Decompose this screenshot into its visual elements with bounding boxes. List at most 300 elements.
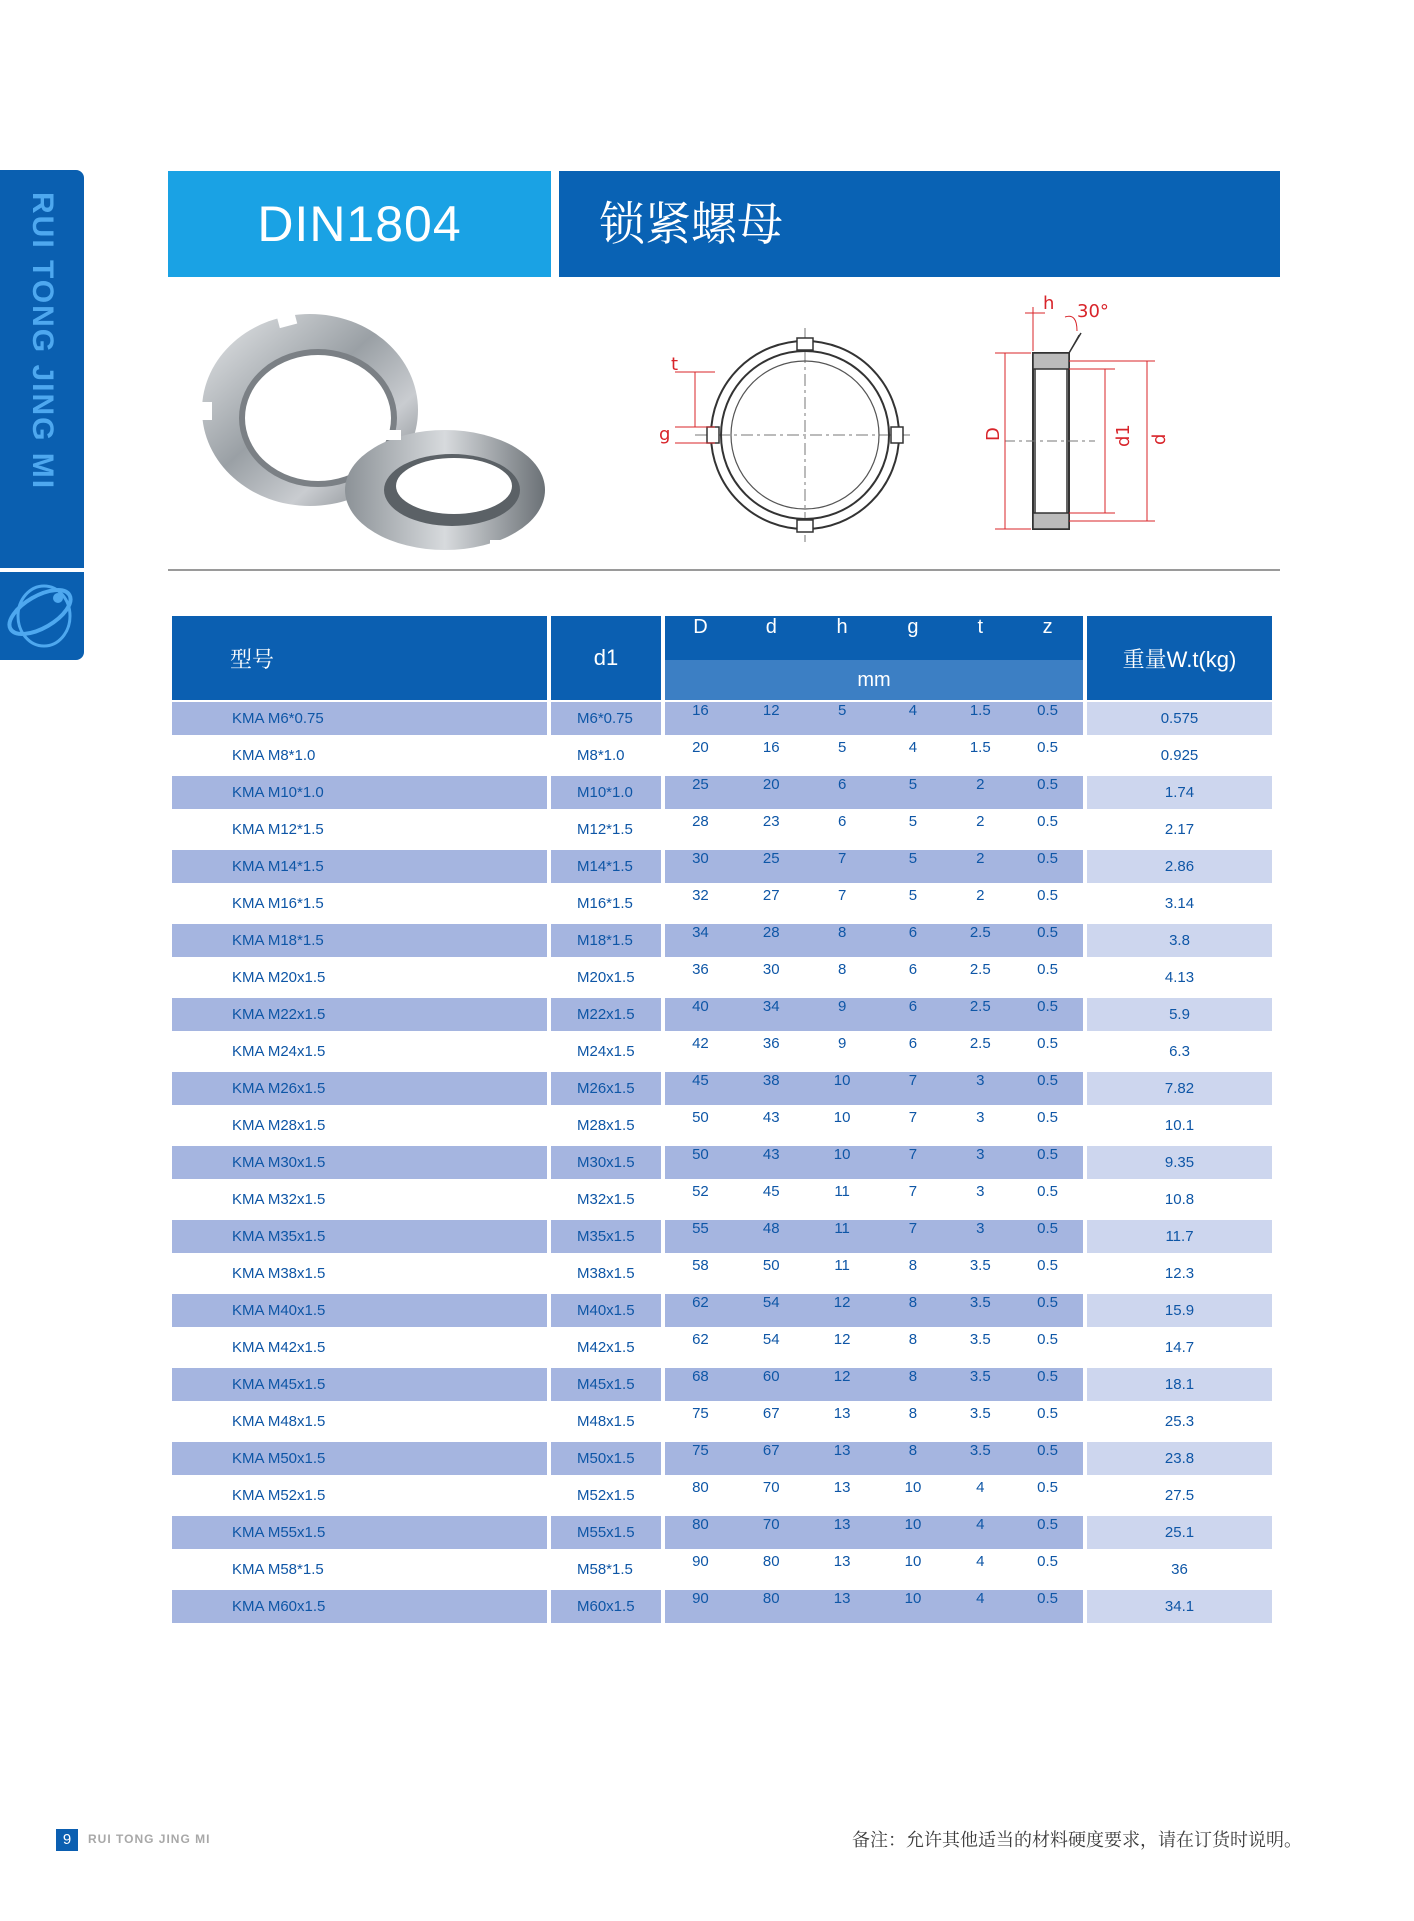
cell-model: KMA M42x1.5: [172, 1329, 547, 1366]
cell-d1: M35x1.5: [551, 1218, 661, 1255]
cell-model: KMA M28x1.5: [172, 1107, 547, 1144]
cell-h: 9: [837, 1035, 847, 1052]
cell-z: 0.5: [1037, 1479, 1058, 1496]
cell-weight: 36: [1087, 1551, 1272, 1588]
header-dimensions: [665, 616, 1083, 660]
cell-g: 6: [908, 924, 918, 941]
cell-D: 75: [692, 1405, 709, 1422]
cell-model: KMA M35x1.5: [172, 1218, 547, 1255]
cell-d1: M38x1.5: [551, 1255, 661, 1292]
side-brand-tab: [0, 170, 84, 660]
cell-g: 6: [908, 998, 918, 1015]
cell-h: 6: [837, 813, 847, 830]
cell-weight: 10.8: [1087, 1181, 1272, 1218]
table-row: [172, 1329, 1272, 1366]
table-row: [172, 1292, 1272, 1329]
cell-weight: 18.1: [1087, 1366, 1272, 1403]
product-code: DIN1804: [257, 196, 462, 252]
table-row: [172, 885, 1272, 922]
cell-d1: M32x1.5: [551, 1181, 661, 1218]
cell-D: 90: [692, 1590, 709, 1607]
cell-D: 32: [692, 887, 709, 904]
cell-t: 3: [976, 1109, 985, 1126]
cell-d1: M8*1.0: [551, 737, 661, 774]
cell-dimensions: [665, 1403, 1083, 1440]
cell-d: 28: [762, 924, 780, 941]
product-title: 锁紧螺母: [599, 197, 783, 251]
cell-weight: 6.3: [1087, 1033, 1272, 1070]
cell-h: 6: [837, 776, 847, 793]
cell-weight: 3.8: [1087, 922, 1272, 959]
cell-d: 34: [762, 998, 780, 1015]
page-number: 9: [56, 1829, 78, 1851]
cell-d: 45: [762, 1183, 780, 1200]
cell-D: 80: [692, 1479, 709, 1496]
dimension-h-label: h: [1043, 295, 1055, 314]
cell-z: 0.5: [1037, 1035, 1058, 1052]
header-t: t: [977, 616, 984, 638]
dimension-d-label: d: [1149, 433, 1170, 445]
cell-dimensions: [665, 811, 1083, 848]
cell-weight: 5.9: [1087, 996, 1272, 1033]
cell-t: 4: [976, 1590, 985, 1607]
side-view-drawing: [965, 295, 1175, 550]
cell-weight: 11.7: [1087, 1218, 1272, 1255]
cell-model: KMA M32x1.5: [172, 1181, 547, 1218]
cell-weight: 25.3: [1087, 1403, 1272, 1440]
cell-d1: M42x1.5: [551, 1329, 661, 1366]
cell-dimensions: [665, 1292, 1083, 1329]
cell-h: 13: [833, 1479, 851, 1496]
cell-dimensions: [665, 1033, 1083, 1070]
table-row: [172, 922, 1272, 959]
cell-h: 12: [833, 1368, 851, 1385]
cell-z: 0.5: [1037, 961, 1058, 978]
cell-g: 5: [908, 887, 918, 904]
cell-model: KMA M8*1.0: [172, 737, 547, 774]
cell-g: 8: [908, 1331, 918, 1348]
cell-t: 2.5: [969, 961, 991, 978]
cell-D: 20: [692, 739, 709, 756]
cell-g: 8: [908, 1442, 918, 1459]
cell-t: 2: [976, 850, 985, 867]
product-photo: [190, 300, 550, 560]
cell-d: 67: [762, 1442, 780, 1459]
cell-model: KMA M52x1.5: [172, 1477, 547, 1514]
cell-d: 54: [762, 1331, 780, 1348]
cell-d: 80: [762, 1553, 780, 1570]
cell-dimensions: [665, 1107, 1083, 1144]
cell-d1: M52x1.5: [551, 1477, 661, 1514]
cell-dimensions: [665, 774, 1083, 811]
cell-d1: M45x1.5: [551, 1366, 661, 1403]
cell-model: KMA M16*1.5: [172, 885, 547, 922]
cell-t: 2.5: [969, 1035, 991, 1052]
cell-dimensions: [665, 1070, 1083, 1107]
cell-d: 43: [762, 1109, 780, 1126]
cell-z: 0.5: [1037, 813, 1058, 830]
cell-dimensions: [665, 1440, 1083, 1477]
table-row: [172, 959, 1272, 996]
cell-h: 7: [837, 850, 847, 867]
cell-z: 0.5: [1037, 1516, 1058, 1533]
table-row: [172, 848, 1272, 885]
cell-D: 30: [692, 850, 709, 867]
cell-z: 0.5: [1037, 1331, 1058, 1348]
cell-model: KMA M50x1.5: [172, 1440, 547, 1477]
cell-dimensions: [665, 1588, 1083, 1625]
cell-D: 50: [692, 1109, 709, 1126]
cell-t: 3.5: [969, 1405, 991, 1422]
cell-g: 4: [908, 739, 918, 756]
cell-h: 12: [833, 1294, 851, 1311]
cell-dimensions: [665, 700, 1083, 737]
table-row: [172, 1181, 1272, 1218]
cell-dimensions: [665, 737, 1083, 774]
cell-d: 54: [762, 1294, 780, 1311]
cell-D: 62: [692, 1294, 709, 1311]
cell-weight: 14.7: [1087, 1329, 1272, 1366]
cell-t: 1.5: [969, 739, 991, 756]
cell-h: 13: [833, 1442, 851, 1459]
cell-d: 16: [762, 739, 780, 756]
table-row: [172, 774, 1272, 811]
cell-z: 0.5: [1037, 1368, 1058, 1385]
cell-d1: M16*1.5: [551, 885, 661, 922]
cell-weight: 2.17: [1087, 811, 1272, 848]
cell-g: 5: [908, 850, 918, 867]
table-row: [172, 996, 1272, 1033]
header-code-block: [168, 171, 551, 277]
table-row: [172, 1107, 1272, 1144]
spec-table: [168, 616, 1276, 1625]
cell-weight: 1.74: [1087, 774, 1272, 811]
cell-h: 11: [834, 1257, 850, 1274]
cell-dimensions: [665, 1329, 1083, 1366]
cell-t: 2: [976, 776, 985, 793]
cell-D: 58: [692, 1257, 709, 1274]
cell-h: 5: [837, 702, 847, 719]
cell-t: 2.5: [969, 924, 991, 941]
cell-g: 5: [908, 776, 918, 793]
table-row: [172, 1551, 1272, 1588]
cell-d1: M6*0.75: [551, 700, 661, 737]
cell-d1: M18*1.5: [551, 922, 661, 959]
cell-model: KMA M24x1.5: [172, 1033, 547, 1070]
cell-d: 23: [762, 813, 780, 830]
cell-dimensions: [665, 848, 1083, 885]
cell-z: 0.5: [1037, 998, 1058, 1015]
header-D: D: [693, 616, 708, 638]
cell-weight: 34.1: [1087, 1588, 1272, 1625]
cell-h: 13: [833, 1553, 851, 1570]
cell-d1: M24x1.5: [551, 1033, 661, 1070]
cell-model: KMA M14*1.5: [172, 848, 547, 885]
cell-D: 90: [692, 1553, 709, 1570]
cell-model: KMA M45x1.5: [172, 1366, 547, 1403]
cell-d1: M30x1.5: [551, 1144, 661, 1181]
cell-model: KMA M12*1.5: [172, 811, 547, 848]
cell-dimensions: [665, 1144, 1083, 1181]
cell-d1: M55x1.5: [551, 1514, 661, 1551]
cell-t: 2.5: [969, 998, 991, 1015]
cell-g: 10: [904, 1553, 922, 1570]
cell-D: 40: [692, 998, 709, 1015]
cell-model: KMA M30x1.5: [172, 1144, 547, 1181]
cell-dimensions: [665, 959, 1083, 996]
cell-g: 8: [908, 1405, 918, 1422]
dimension-g-label: g: [659, 424, 671, 445]
table-row: [172, 1144, 1272, 1181]
header-d: d: [765, 616, 777, 638]
cell-h: 13: [833, 1516, 851, 1533]
cell-t: 3: [976, 1183, 985, 1200]
cell-model: KMA M60x1.5: [172, 1588, 547, 1625]
cell-weight: 12.3: [1087, 1255, 1272, 1292]
cell-d: 12: [762, 702, 780, 719]
cell-t: 4: [976, 1553, 985, 1570]
cell-D: 42: [692, 1035, 709, 1052]
cell-h: 10: [833, 1072, 851, 1089]
cell-weight: 7.82: [1087, 1070, 1272, 1107]
cell-d: 70: [762, 1516, 780, 1533]
cell-d1: M22x1.5: [551, 996, 661, 1033]
cell-g: 4: [908, 702, 918, 719]
cell-g: 7: [908, 1072, 918, 1089]
cell-d: 25: [762, 850, 780, 867]
cell-dimensions: [665, 1477, 1083, 1514]
cell-D: 45: [692, 1072, 709, 1089]
cell-z: 0.5: [1037, 1146, 1058, 1163]
cell-d: 67: [762, 1405, 780, 1422]
cell-t: 3: [976, 1072, 985, 1089]
cell-g: 7: [908, 1220, 918, 1237]
table-row: [172, 1477, 1272, 1514]
table-row: [172, 1588, 1272, 1625]
cell-g: 10: [904, 1479, 922, 1496]
cell-D: 62: [692, 1331, 709, 1348]
cell-model: KMA M20x1.5: [172, 959, 547, 996]
header-unit: mm: [665, 660, 1083, 700]
cell-d: 48: [762, 1220, 780, 1237]
cell-z: 0.5: [1037, 1220, 1058, 1237]
cell-z: 0.5: [1037, 1442, 1058, 1459]
cell-d: 80: [762, 1590, 780, 1607]
cell-z: 0.5: [1037, 1257, 1058, 1274]
cell-D: 34: [692, 924, 709, 941]
cell-d: 20: [762, 776, 780, 793]
cell-g: 8: [908, 1294, 918, 1311]
footer-brand: RUI TONG JING MI: [88, 1832, 211, 1846]
cell-D: 16: [692, 702, 709, 719]
header-weight: 重量W.t(kg): [1087, 616, 1272, 700]
cell-dimensions: [665, 1218, 1083, 1255]
cell-g: 6: [908, 961, 918, 978]
cell-d: 70: [762, 1479, 780, 1496]
cell-z: 0.5: [1037, 1590, 1058, 1607]
cell-t: 3.5: [969, 1331, 991, 1348]
cell-dimensions: [665, 996, 1083, 1033]
cell-t: 4: [976, 1479, 985, 1496]
cell-h: 10: [833, 1109, 851, 1126]
cell-t: 1.5: [969, 702, 991, 719]
cell-D: 50: [692, 1146, 709, 1163]
header-h: h: [836, 616, 848, 638]
front-view-drawing: [655, 320, 915, 550]
table-row: [172, 811, 1272, 848]
cell-z: 0.5: [1037, 1294, 1058, 1311]
cell-weight: 2.86: [1087, 848, 1272, 885]
table-row: [172, 1403, 1272, 1440]
cell-weight: 23.8: [1087, 1440, 1272, 1477]
cell-model: KMA M6*0.75: [172, 700, 547, 737]
cell-z: 0.5: [1037, 776, 1058, 793]
cell-g: 8: [908, 1368, 918, 1385]
cell-d: 27: [762, 887, 780, 904]
cell-d1: M10*1.0: [551, 774, 661, 811]
cell-d: 38: [762, 1072, 780, 1089]
cell-h: 11: [834, 1183, 850, 1200]
table-row: [172, 1033, 1272, 1070]
side-brand-text: RUI TONG JING MI: [26, 192, 59, 491]
cell-z: 0.5: [1037, 1109, 1058, 1126]
cell-D: 75: [692, 1442, 709, 1459]
cell-dimensions: [665, 922, 1083, 959]
cell-model: KMA M38x1.5: [172, 1255, 547, 1292]
cell-g: 7: [908, 1183, 918, 1200]
cell-dimensions: [665, 1181, 1083, 1218]
header-model: 型号: [172, 616, 547, 700]
cell-t: 3.5: [969, 1368, 991, 1385]
cell-z: 0.5: [1037, 702, 1058, 719]
cell-z: 0.5: [1037, 1183, 1058, 1200]
cell-d1: M14*1.5: [551, 848, 661, 885]
cell-d: 43: [762, 1146, 780, 1163]
cell-model: KMA M22x1.5: [172, 996, 547, 1033]
cell-dimensions: [665, 885, 1083, 922]
cell-t: 3.5: [969, 1294, 991, 1311]
cell-dimensions: [665, 1366, 1083, 1403]
cell-d: 60: [762, 1368, 780, 1385]
cell-model: KMA M55x1.5: [172, 1514, 547, 1551]
cell-weight: 25.1: [1087, 1514, 1272, 1551]
dimension-angle-label: 30°: [1077, 301, 1109, 322]
cell-g: 10: [904, 1516, 922, 1533]
cell-D: 36: [692, 961, 709, 978]
cell-t: 3: [976, 1146, 985, 1163]
cell-weight: 9.35: [1087, 1144, 1272, 1181]
cell-model: KMA M10*1.0: [172, 774, 547, 811]
cell-z: 0.5: [1037, 1405, 1058, 1422]
cell-d1: M26x1.5: [551, 1070, 661, 1107]
cell-model: KMA M26x1.5: [172, 1070, 547, 1107]
table-row: [172, 1255, 1272, 1292]
cell-d1: M48x1.5: [551, 1403, 661, 1440]
cell-h: 13: [833, 1405, 851, 1422]
cell-D: 52: [692, 1183, 709, 1200]
table-row: [172, 1440, 1272, 1477]
table-row: [172, 700, 1272, 737]
cell-weight: 0.575: [1087, 700, 1272, 737]
cell-h: 12: [833, 1331, 851, 1348]
cell-z: 0.5: [1037, 887, 1058, 904]
table-row: [172, 1366, 1272, 1403]
cell-weight: 27.5: [1087, 1477, 1272, 1514]
table-row: [172, 1218, 1272, 1255]
cell-g: 5: [908, 813, 918, 830]
cell-D: 28: [692, 813, 709, 830]
table-row: [172, 1070, 1272, 1107]
footer-note: 备注：允许其他适当的材料硬度要求，请在订货时说明。: [852, 1830, 1302, 1851]
cell-weight: 0.925: [1087, 737, 1272, 774]
cell-z: 0.5: [1037, 850, 1058, 867]
header-z: z: [1042, 616, 1053, 638]
cell-g: 7: [908, 1146, 918, 1163]
cell-weight: 10.1: [1087, 1107, 1272, 1144]
cell-z: 0.5: [1037, 1553, 1058, 1570]
cell-d: 36: [762, 1035, 780, 1052]
cell-d: 30: [762, 961, 780, 978]
cell-t: 2: [976, 887, 985, 904]
cell-g: 7: [908, 1109, 918, 1126]
cell-d1: M60x1.5: [551, 1588, 661, 1625]
cell-z: 0.5: [1037, 924, 1058, 941]
cell-d: 50: [762, 1257, 780, 1274]
cell-h: 13: [833, 1590, 851, 1607]
header-d1: d1: [551, 616, 661, 700]
cell-g: 8: [908, 1257, 918, 1274]
cell-h: 8: [837, 924, 847, 941]
cell-d1: M12*1.5: [551, 811, 661, 848]
cell-z: 0.5: [1037, 1072, 1058, 1089]
cell-d1: M20x1.5: [551, 959, 661, 996]
brand-logo-icon: [0, 572, 84, 658]
cell-g: 6: [908, 1035, 918, 1052]
cell-model: KMA M18*1.5: [172, 922, 547, 959]
cell-D: 80: [692, 1516, 709, 1533]
cell-dimensions: [665, 1514, 1083, 1551]
cell-d1: M50x1.5: [551, 1440, 661, 1477]
cell-model: KMA M48x1.5: [172, 1403, 547, 1440]
cell-d1: M28x1.5: [551, 1107, 661, 1144]
cell-t: 3: [976, 1220, 985, 1237]
cell-h: 5: [837, 739, 847, 756]
cell-t: 3.5: [969, 1257, 991, 1274]
cell-d1: M40x1.5: [551, 1292, 661, 1329]
cell-D: 55: [692, 1220, 709, 1237]
table-row: [172, 737, 1272, 774]
cell-h: 7: [837, 887, 847, 904]
section-divider: [168, 569, 1280, 571]
cell-D: 25: [692, 776, 709, 793]
table-row: [172, 1514, 1272, 1551]
cell-dimensions: [665, 1255, 1083, 1292]
cell-z: 0.5: [1037, 739, 1058, 756]
cell-t: 2: [976, 813, 985, 830]
dimension-d1-label: d1: [1113, 424, 1134, 447]
cell-dimensions: [665, 1551, 1083, 1588]
header-title-block: [559, 171, 1280, 277]
cell-model: KMA M40x1.5: [172, 1292, 547, 1329]
spec-table-body: [172, 700, 1272, 1625]
cell-weight: 4.13: [1087, 959, 1272, 996]
cell-h: 10: [833, 1146, 851, 1163]
cell-h: 9: [837, 998, 847, 1015]
dimension-D-label: D: [983, 427, 1004, 441]
cell-d1: M58*1.5: [551, 1551, 661, 1588]
cell-D: 68: [692, 1368, 709, 1385]
cell-model: KMA M58*1.5: [172, 1551, 547, 1588]
